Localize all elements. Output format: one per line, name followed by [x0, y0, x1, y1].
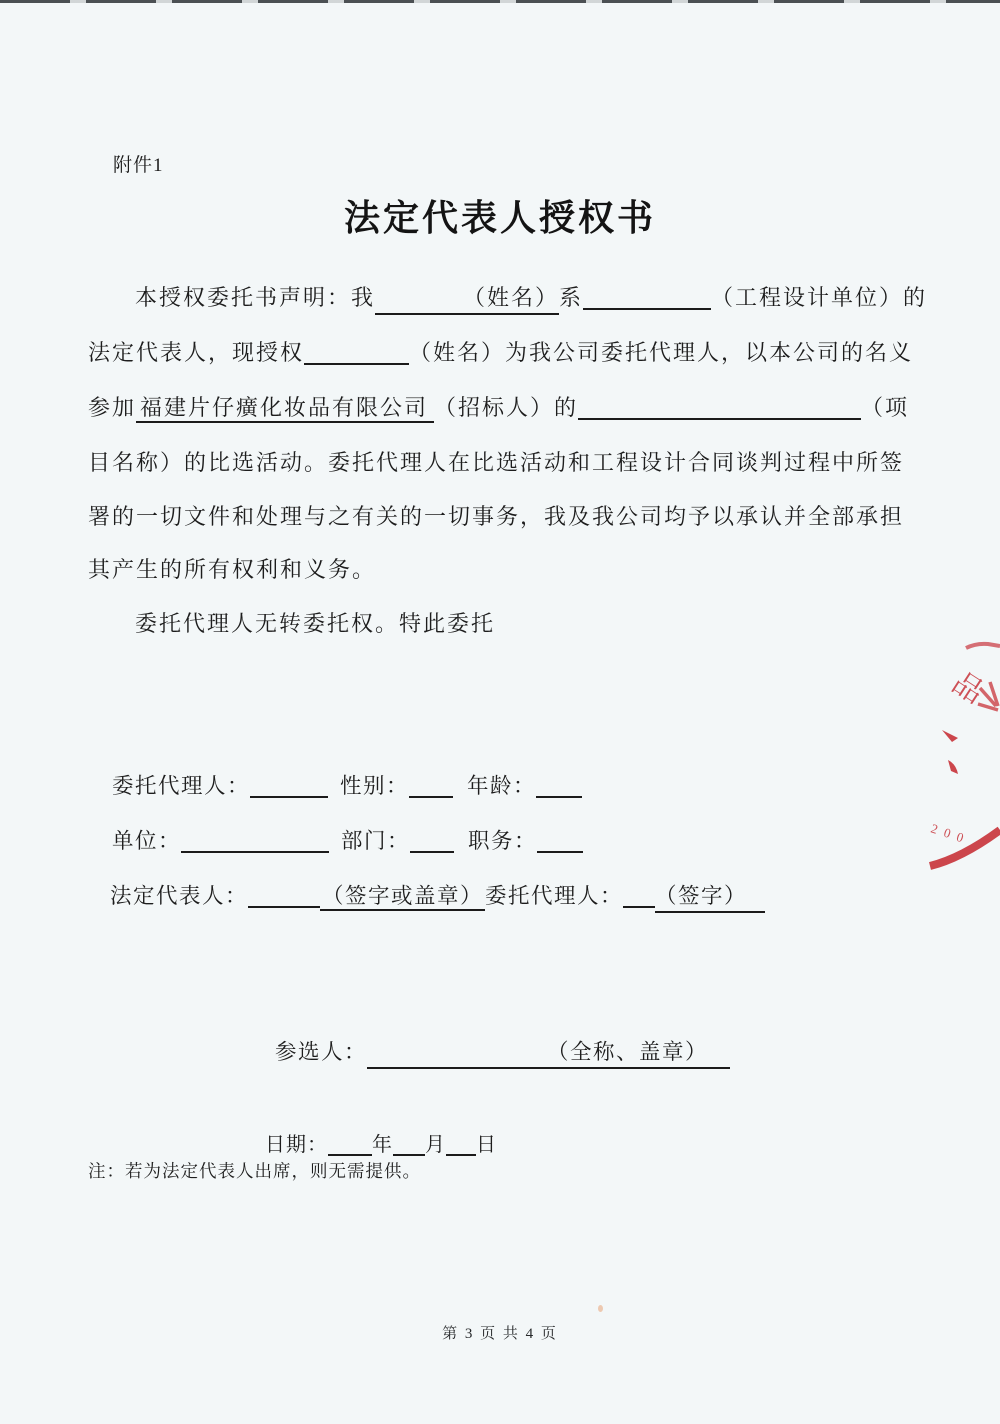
- day-blank: [446, 1134, 476, 1156]
- para-line-3: [88, 391, 909, 422]
- seal-top-stroke: [966, 644, 1000, 648]
- project-name-blank: [578, 396, 861, 420]
- year-label: 年: [372, 1134, 393, 1156]
- para1-text-1: 本授权委托书声明：我: [135, 285, 376, 310]
- para3-text-1: 参加: [88, 395, 137, 420]
- declarant-name-blank: [375, 281, 559, 315]
- dept-field-blank: [410, 830, 454, 854]
- day-label: 日: [476, 1134, 497, 1156]
- seal-emblem-fragment-1: [942, 730, 958, 742]
- page-number: 第 3 页 共 4 页: [442, 1326, 558, 1342]
- participant-field-blank: [367, 1035, 730, 1069]
- legal-rep-sign-blank: [248, 885, 320, 909]
- form-row-agent: [112, 769, 582, 800]
- age-field-blank: [536, 775, 582, 799]
- footnote: 注：若为法定代表人出席，则无需提供。: [88, 1161, 421, 1181]
- para-line-7: 委托代理人无转委托权。特此委托: [135, 611, 496, 636]
- para-line-6: 其产生的所有权利和义务。: [88, 557, 377, 582]
- month-label: 月: [425, 1134, 446, 1156]
- participant-row: [275, 1035, 730, 1069]
- attachment-label: 附件1: [113, 155, 164, 176]
- design-unit-blank: [583, 286, 711, 310]
- gap: [454, 847, 468, 848]
- year-blank: [328, 1134, 372, 1156]
- position-label: 职务：: [468, 829, 538, 853]
- unit-field-blank: [181, 830, 329, 854]
- seal-digits: 200: [929, 820, 973, 848]
- age-label: 年龄：: [467, 774, 537, 798]
- sign-hint: （签字）: [655, 884, 748, 908]
- seal-emblem-fragment-2: [948, 760, 958, 774]
- date-row: [265, 1128, 497, 1157]
- agent-name-blank: [304, 341, 409, 365]
- para-line-5: 署的一切文件和处理与之有关的一切事务，我及我公司均予以承认并全部承担: [88, 504, 905, 529]
- month-blank: [393, 1134, 425, 1156]
- company-name-filled: 福建片仔癀化妆品有限公司: [136, 395, 434, 423]
- gap: [328, 792, 340, 793]
- red-seal-svg: [928, 626, 1000, 878]
- para2-text-2: （姓名）为我公司委托代理人，以本公司的名义: [409, 340, 914, 365]
- participant-label: 参选人：: [275, 1040, 368, 1064]
- full-name-seal-hint: （全称、盖章）: [547, 1040, 709, 1064]
- agent-field-blank: [250, 775, 328, 799]
- blank-space: [367, 1058, 547, 1059]
- agent-sign-blank: [623, 885, 655, 909]
- sign-or-seal-hint: （签字或盖章）: [320, 884, 485, 911]
- blank-space: [747, 902, 765, 903]
- para1-text-3: （工程设计单位）的: [711, 285, 928, 310]
- agent-label: 委托代理人：: [112, 774, 251, 798]
- para3-text-2: （招标人）的: [434, 395, 579, 420]
- form-row-unit: [112, 824, 583, 855]
- para3-text-3: （项: [861, 395, 910, 420]
- name-hint: （姓名）: [463, 285, 560, 310]
- unit-label: 单位：: [112, 829, 182, 853]
- seal-character: 品: [946, 666, 990, 711]
- position-field-blank: [537, 830, 583, 854]
- para2-text-1: 法定代表人，现授权: [88, 340, 305, 365]
- para-line-2: [88, 336, 913, 367]
- agent2-label: 委托代理人：: [485, 884, 624, 908]
- blank-space: [375, 304, 463, 305]
- para-line-1: [135, 281, 927, 315]
- page-title: 法定代表人授权书: [343, 198, 656, 238]
- legal-rep-label: 法定代表人：: [110, 884, 249, 908]
- blank-space: [708, 1058, 730, 1059]
- gender-field-blank: [409, 775, 453, 799]
- scan-artifact-top-edge: [0, 0, 1000, 3]
- gap: [453, 792, 467, 793]
- scan-artifact-dot: [598, 1305, 603, 1312]
- para-line-4: 目名称）的比选活动。委托代理人在比选活动和工程设计合同谈判过程中所签: [88, 450, 905, 475]
- gender-label: 性别：: [340, 774, 410, 798]
- gap: [329, 847, 341, 848]
- red-seal-stamp-partial: [928, 626, 1000, 878]
- para1-text-2: 系: [559, 285, 584, 310]
- form-row-signatures: [110, 879, 765, 913]
- date-label: 日期：: [265, 1134, 328, 1156]
- dept-label: 部门：: [341, 829, 411, 853]
- sign-hint-group: [655, 879, 765, 913]
